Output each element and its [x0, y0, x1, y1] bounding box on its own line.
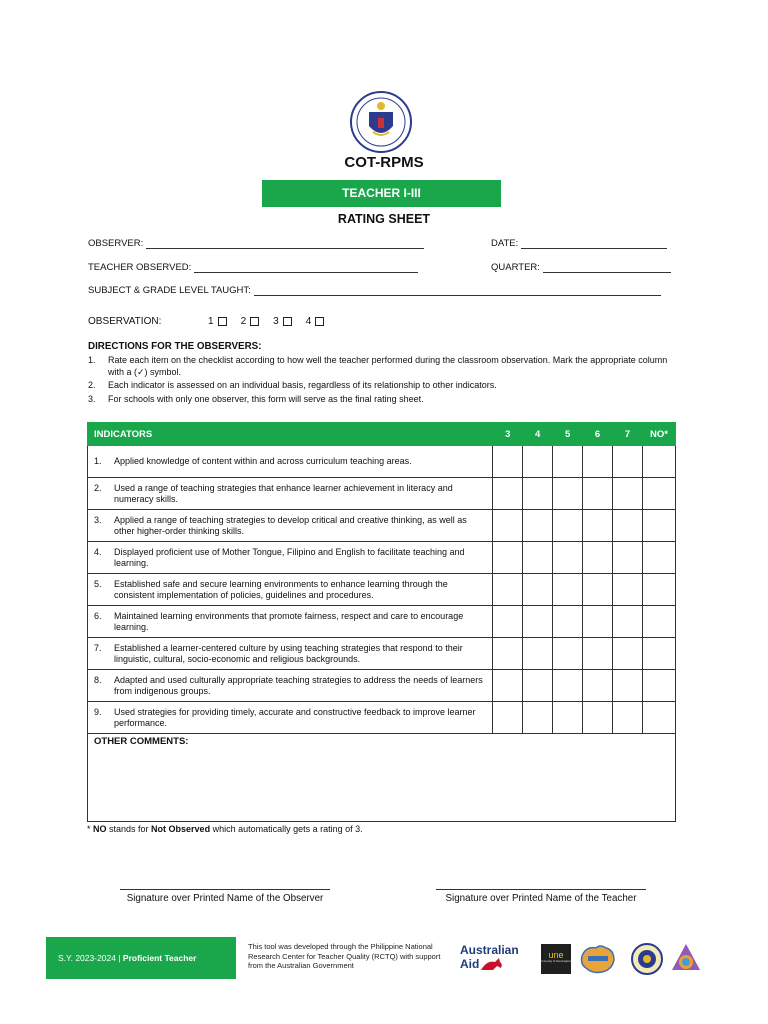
directions-title: DIRECTIONS FOR THE OBSERVERS:	[88, 341, 262, 352]
rating-cell[interactable]	[493, 702, 523, 734]
checkbox-icon[interactable]	[218, 317, 227, 326]
header-rating-4: 4	[523, 423, 553, 446]
footer-badge: S.Y. 2023-2024 | Proficient Teacher	[46, 937, 236, 979]
rating-cell[interactable]	[583, 638, 613, 670]
header-rating-5: 5	[553, 423, 583, 446]
rating-cell[interactable]	[493, 478, 523, 510]
quarter-line[interactable]	[543, 263, 671, 273]
page-title: COT-RPMS	[344, 154, 424, 171]
header-not-observed: NO*	[642, 423, 675, 446]
quarter-field[interactable]	[491, 262, 671, 273]
observation-label: OBSERVATION:	[88, 316, 162, 327]
table-header-row	[88, 423, 676, 446]
rating-cell[interactable]	[583, 542, 613, 574]
checkbox-icon[interactable]	[250, 317, 259, 326]
position-banner: TEACHER I-III	[262, 180, 501, 207]
rating-cell[interactable]	[493, 670, 523, 702]
teacher-observed-field[interactable]	[88, 262, 418, 273]
table-row	[88, 478, 676, 510]
footer-note: This tool was developed through the Philippine National Research Center for Teacher Quality (RCTQ) with support from the Australian Government	[248, 942, 441, 970]
rating-cell[interactable]	[642, 574, 675, 606]
comments-label: OTHER COMMENTS:	[94, 736, 189, 747]
table-row	[88, 638, 676, 670]
rctq-seal-logo	[630, 942, 664, 976]
une-logo: une University of New England	[541, 944, 571, 974]
rating-cell[interactable]	[493, 638, 523, 670]
rating-cell[interactable]	[583, 670, 613, 702]
direction-item: 3. For schools with only one observer, this form will serve as the final rating sheet.	[88, 393, 424, 404]
observer-label: OBSERVER:	[88, 238, 144, 249]
rating-cell[interactable]	[583, 574, 613, 606]
australia-map-logo	[578, 942, 618, 976]
rating-cell[interactable]	[642, 606, 675, 638]
rating-cell[interactable]	[553, 542, 583, 574]
observation-option-1[interactable]: 1	[208, 316, 227, 327]
rating-cell[interactable]	[523, 638, 553, 670]
rating-cell[interactable]	[523, 702, 553, 734]
rating-cell[interactable]	[583, 510, 613, 542]
rating-cell[interactable]	[642, 510, 675, 542]
rating-cell[interactable]	[493, 510, 523, 542]
indicator-cell: 2. Used a range of teaching strategies that enhance learner achievement in literacy and numeracy skills.	[88, 478, 493, 510]
header-rating-6: 6	[583, 423, 613, 446]
checkbox-icon[interactable]	[315, 317, 324, 326]
rating-cell[interactable]	[523, 606, 553, 638]
rating-cell[interactable]	[523, 510, 553, 542]
indicator-cell: 5. Established safe and secure learning environments to enhance learning through the consistent implementation of policies, guidelines and procedures.	[88, 574, 493, 606]
date-field[interactable]	[491, 238, 667, 249]
rating-cell[interactable]	[583, 702, 613, 734]
rating-cell[interactable]	[613, 446, 643, 478]
rating-cell[interactable]	[553, 446, 583, 478]
rating-cell[interactable]	[553, 510, 583, 542]
rating-cell[interactable]	[613, 478, 643, 510]
observation-option-3[interactable]: 3	[273, 316, 292, 327]
rating-cell[interactable]	[642, 542, 675, 574]
observation-option-4[interactable]: 4	[306, 316, 325, 327]
deped-seal-logo	[349, 90, 413, 154]
direction-item: 2. Each indicator is assessed on an individual basis, regardless of its relationship to other indicators.	[88, 380, 497, 391]
rating-cell[interactable]	[642, 670, 675, 702]
checkbox-icon[interactable]	[283, 317, 292, 326]
subject-line[interactable]	[254, 286, 661, 296]
table-row	[88, 510, 676, 542]
rating-cell[interactable]	[523, 574, 553, 606]
table-row	[88, 670, 676, 702]
table-row	[88, 574, 676, 606]
footnote: * NO stands for Not Observed which automatically gets a rating of 3.	[87, 824, 363, 834]
observation-row	[88, 316, 338, 327]
rating-cell[interactable]	[553, 670, 583, 702]
observer-signature[interactable]: Signature over Printed Name of the Observer	[120, 889, 330, 904]
rating-cell[interactable]	[523, 670, 553, 702]
sheet-subtitle: RATING SHEET	[337, 212, 431, 226]
rating-cell[interactable]	[642, 702, 675, 734]
rating-cell[interactable]	[613, 638, 643, 670]
rating-cell[interactable]	[613, 670, 643, 702]
rating-cell[interactable]	[523, 446, 553, 478]
teacher-observed-line[interactable]	[194, 263, 418, 273]
rating-cell[interactable]	[493, 606, 523, 638]
rating-table	[87, 422, 676, 822]
rating-cell[interactable]	[523, 542, 553, 574]
date-label: DATE:	[491, 238, 519, 249]
subject-field[interactable]	[88, 285, 661, 296]
rating-cell[interactable]	[613, 606, 643, 638]
kangaroo-icon	[479, 956, 505, 972]
observation-option-2[interactable]: 2	[241, 316, 260, 327]
indicator-cell: 3. Applied a range of teaching strategies to develop critical and creative thinking, as well as other higher-order thinking skills.	[88, 510, 493, 542]
table-row	[88, 542, 676, 574]
table-row	[88, 446, 676, 478]
comments-field[interactable]	[88, 734, 676, 822]
rating-cell[interactable]	[553, 702, 583, 734]
rating-cell[interactable]	[613, 510, 643, 542]
australian-aid-logo: Australian Aid	[460, 943, 519, 971]
indicator-cell: 7. Established a learner-centered culture by using teaching strategies that respond to their linguistic, cultural, socio-economic and religious backgrounds.	[88, 638, 493, 670]
rating-cell[interactable]	[583, 478, 613, 510]
rating-cell[interactable]	[642, 446, 675, 478]
subject-label: SUBJECT & GRADE LEVEL TAUGHT:	[88, 285, 251, 296]
rating-cell[interactable]	[553, 638, 583, 670]
partner-logo	[668, 940, 704, 976]
quarter-label: QUARTER:	[491, 262, 540, 273]
indicator-cell: 4. Displayed proficient use of Mother Tongue, Filipino and English to facilitate teaching and learning.	[88, 542, 493, 574]
direction-item: 1. Rate each item on the checklist according to how well the teacher performed during the classroom observation. Mark the appropriate column with a (✓) symbol.	[88, 355, 668, 377]
table-row	[88, 702, 676, 734]
indicator-cell: 6. Maintained learning environments that promote fairness, respect and care to encourage learning.	[88, 606, 493, 638]
observer-field[interactable]	[88, 238, 424, 249]
rating-cell[interactable]	[523, 478, 553, 510]
rating-cell[interactable]	[553, 574, 583, 606]
teacher-observed-label: TEACHER OBSERVED:	[88, 262, 192, 273]
rating-cell[interactable]	[493, 574, 523, 606]
date-line[interactable]	[521, 239, 667, 249]
rating-cell[interactable]	[642, 638, 675, 670]
header-indicators: INDICATORS	[88, 423, 493, 446]
rating-cell[interactable]	[583, 446, 613, 478]
rating-cell[interactable]	[493, 446, 523, 478]
rating-cell[interactable]	[613, 702, 643, 734]
indicator-cell: 1. Applied knowledge of content within and across curriculum teaching areas.	[88, 446, 493, 478]
header-rating-7: 7	[613, 423, 643, 446]
directions-list	[88, 355, 668, 407]
rating-cell[interactable]	[613, 542, 643, 574]
table-row	[88, 606, 676, 638]
indicator-cell: 9. Used strategies for providing timely, accurate and constructive feedback to improve learner performance.	[88, 702, 493, 734]
rating-cell[interactable]	[583, 606, 613, 638]
rating-cell[interactable]	[553, 606, 583, 638]
rating-cell[interactable]	[613, 574, 643, 606]
teacher-signature[interactable]: Signature over Printed Name of the Teacher	[436, 889, 646, 904]
rating-cell[interactable]	[493, 542, 523, 574]
rating-cell[interactable]	[642, 478, 675, 510]
rating-cell[interactable]	[553, 478, 583, 510]
header-rating-3: 3	[493, 423, 523, 446]
indicator-cell: 8. Adapted and used culturally appropriate teaching strategies to address the needs of learners from indigenous groups.	[88, 670, 493, 702]
comments-row	[88, 734, 676, 822]
observer-line[interactable]	[146, 239, 424, 249]
